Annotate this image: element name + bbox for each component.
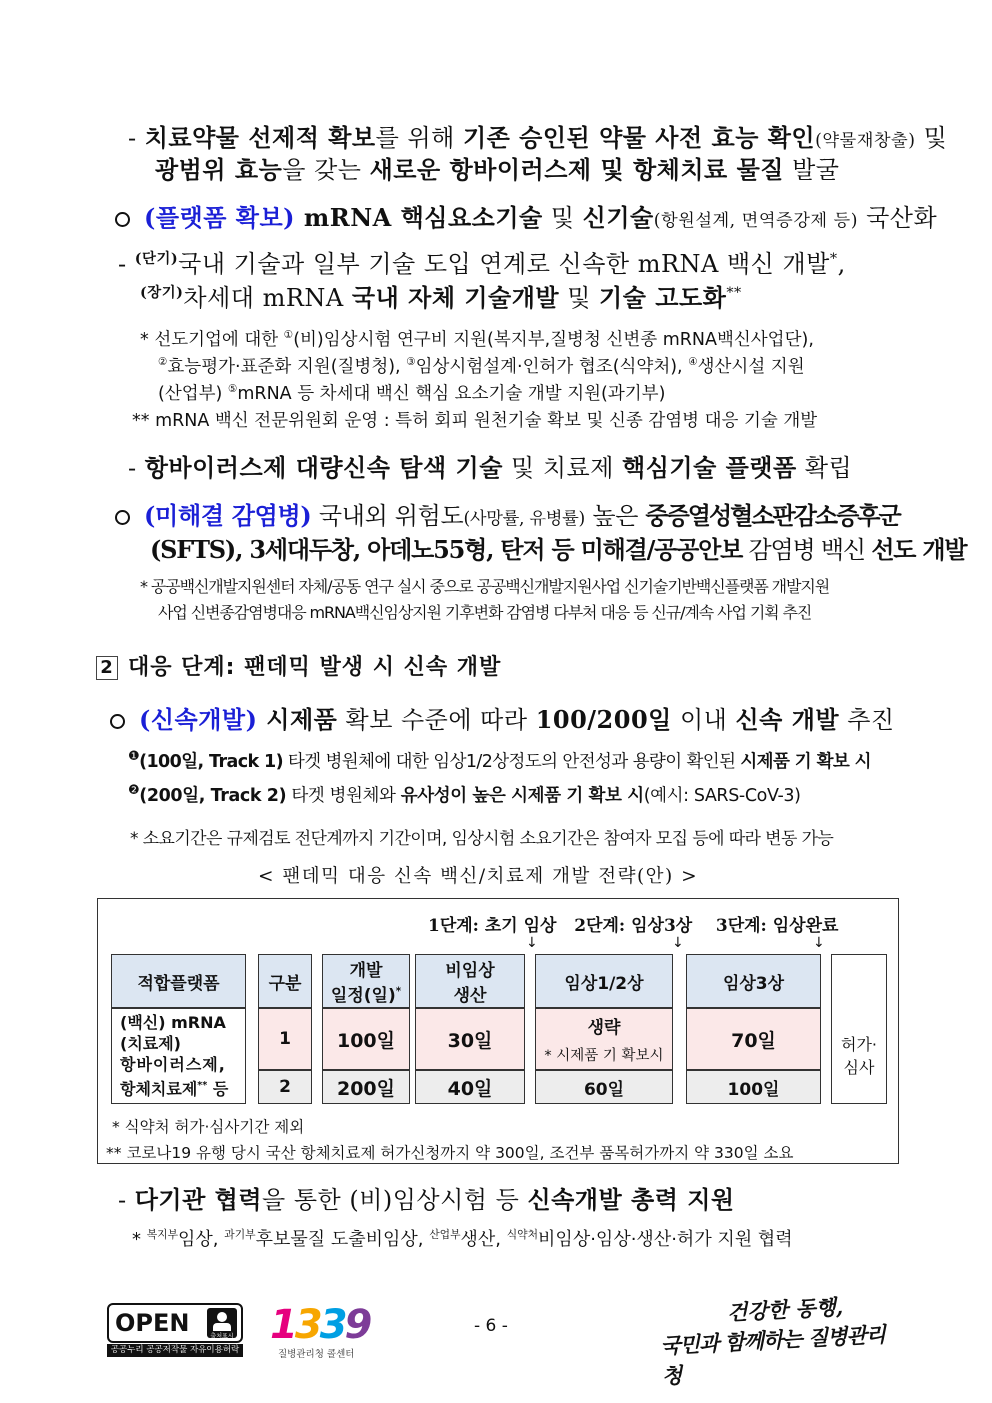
row2-days: 200일 xyxy=(322,1070,410,1104)
page-number: - 6 - xyxy=(474,1316,508,1336)
approval-cell: 허가· 심사 xyxy=(831,954,887,1104)
slogan-handwriting: 건강한 동행, 국민과 함께하는 질병관리청 xyxy=(659,1293,886,1389)
arrow-down-icon: ↓ xyxy=(526,935,538,951)
row2-phase12: 60일 xyxy=(535,1070,673,1104)
note-public-vaccine-1: * 공공백신개발지원센터 자체/공동 연구 실시 중으로 공공백신개발지원사업 신기술기반백신플랫폼 개발지원 xyxy=(140,577,830,596)
bullet-multiagency: - 다기관 협력을 통한 (비)임상시험 등 신속개발 총력 지원 xyxy=(118,1185,735,1214)
row1-days: 100일 xyxy=(322,1008,410,1070)
track1-line: $^❶$(100일, Track 1) 타겟 병원체에 대한 임상1/2상정도의 안전성과 용량이 확인된 시제품 기 확보 시 xyxy=(128,749,871,772)
row2-phase3: 100일 xyxy=(686,1070,821,1104)
circle-bullet-icon xyxy=(115,510,130,525)
note-duration: * 소요기간은 규제검토 전단계까지 기간이며, 임상시험 소요기간은 참여자 모집 등에 따라 변동 가능 xyxy=(130,829,834,849)
circle-bullet-icon xyxy=(110,714,125,729)
header-category: 구분 xyxy=(258,954,312,1008)
row1-track: 1 xyxy=(258,1008,312,1070)
header-preclinical: 비임상 생산 xyxy=(415,954,525,1008)
section-heading-response: 2 대응 단계: 팬데믹 발생 시 신속 개발 xyxy=(96,650,501,681)
table-footnote-2: ** 코로나19 유행 당시 국산 항체치료제 허가신청까지 약 300일, 조건부 품목허가까지 약 330일 소요 xyxy=(106,1144,794,1162)
platform-heading: (플랫폼 확보) mRNA 핵심요소기술 및 신기술(항원설계, 면역증강제 등) 국산화 xyxy=(115,198,937,233)
row2-preclinical: 40일 xyxy=(415,1070,525,1104)
header-platform: 적합플랫폼 xyxy=(111,954,246,1008)
platform-long-term: $^{(장기)}$차세대 mRNA 국내 자체 기술개발 및 기술 고도화** xyxy=(140,283,742,312)
platform-cell: (백신) mRNA (치료제) 항바이러스제, 항체치료제** 등 xyxy=(111,1008,246,1104)
arrow-down-icon: ↓ xyxy=(813,935,825,951)
circle-bullet-icon xyxy=(115,212,130,227)
note-committee: ** mRNA 백신 전문위원회 운영 : 특허 회피 원천기술 확보 및 신종 감염병 대응 기술 개발 xyxy=(132,411,818,431)
note-public-vaccine-2: 사업 신변종감염병대응 mRNA백신임상지원 기후변화 감염병 다부처 대응 등 신규/계속 사업 기획 추진 xyxy=(158,603,812,622)
header-phase3: 임상3상 xyxy=(686,954,821,1008)
table-caption: < 팬데믹 대응 신속 백신/치료제 개발 전략(안) > xyxy=(258,866,699,887)
row1-preclinical: 30일 xyxy=(415,1008,525,1070)
unresolved-line2: (SFTS), 3세대두창, 아데노55형, 탄저 등 미해결/공공안보 감염병 백신 선도 개발 xyxy=(150,535,967,564)
platform-short-term: - $^{(단기)}$국내 기술과 일부 기술 도입 연계로 신속한 mRNA 백신 개발*, xyxy=(118,250,846,278)
note-support-1: * 선도기업에 대한 ①(비)임상시험 연구비 지원(복지부,질병청 신변종 mRNA백신사업단), xyxy=(140,329,814,350)
callcenter-1339-logo: 1339 질병관리청 콜센터 xyxy=(270,1302,370,1360)
arrow-down-icon: ↓ xyxy=(672,935,684,951)
table-footnote-1: * 식약처 허가·심사기간 제외 xyxy=(112,1118,305,1136)
note-support-2: ②효능평가·표준화 지원(질병청), ③임상시험설계·인허가 협조(식약처), ④생산시설 지원 xyxy=(158,356,805,377)
stage-labels: 1단계: 초기 임상 2단계: 임상3상 3단계: 임상완료 xyxy=(428,916,839,936)
row1-phase3: 70일 xyxy=(686,1008,821,1070)
note-support-3: (산업부) ⑤mRNA 등 차세대 백신 핵심 요소기술 개발 지원(과기부) xyxy=(158,383,666,404)
bullet-antiviral-platform: - 항바이러스제 대량신속 탐색 기술 및 치료제 핵심기술 플랫폼 확립 xyxy=(128,453,853,482)
note-agencies: * $^{복지부}$임상, $^{과기부}$후보물질 도출비임상, $^{산업부}$생산, $^{식약처}$비임상·임상·생산·허가 지원 협력 xyxy=(132,1228,793,1250)
track2-line: $^❷$(200일, Track 2) 타겟 병원체와 유사성이 높은 시제품 기 확보 시(예시: SARS-CoV-3) xyxy=(128,783,801,806)
rapid-dev-heading: (신속개발) 시제품 확보 수준에 따라 100/200일 이내 신속 개발 추진 xyxy=(110,700,895,735)
strategy-table-box xyxy=(97,898,899,1164)
person-icon: 출처표시 xyxy=(207,1308,237,1338)
header-phase12: 임상1/2상 xyxy=(535,954,673,1008)
unresolved-heading: (미해결 감염병) 국내외 위험도(사망률, 유병률) 높은 중증열성혈소판감소증후군 xyxy=(115,496,900,531)
row2-track: 2 xyxy=(258,1070,312,1104)
row1-phase12: 생략 * 시제품 기 확보시 xyxy=(535,1008,673,1070)
open-license-logo: OPEN 출처표시 공공누리 공공저작물 자유이용허락 xyxy=(107,1303,245,1357)
bullet-drug-line1: - 치료약물 선제적 확보를 위해 기존 승인된 약물 사전 효능 확인(약물재창출) 및 xyxy=(128,123,948,152)
bullet-drug-line2: 광범위 효능을 갖는 새로운 항바이러스제 및 항체치료 물질 발굴 xyxy=(155,155,840,184)
header-schedule: 개발 일정(일)* xyxy=(322,954,410,1008)
